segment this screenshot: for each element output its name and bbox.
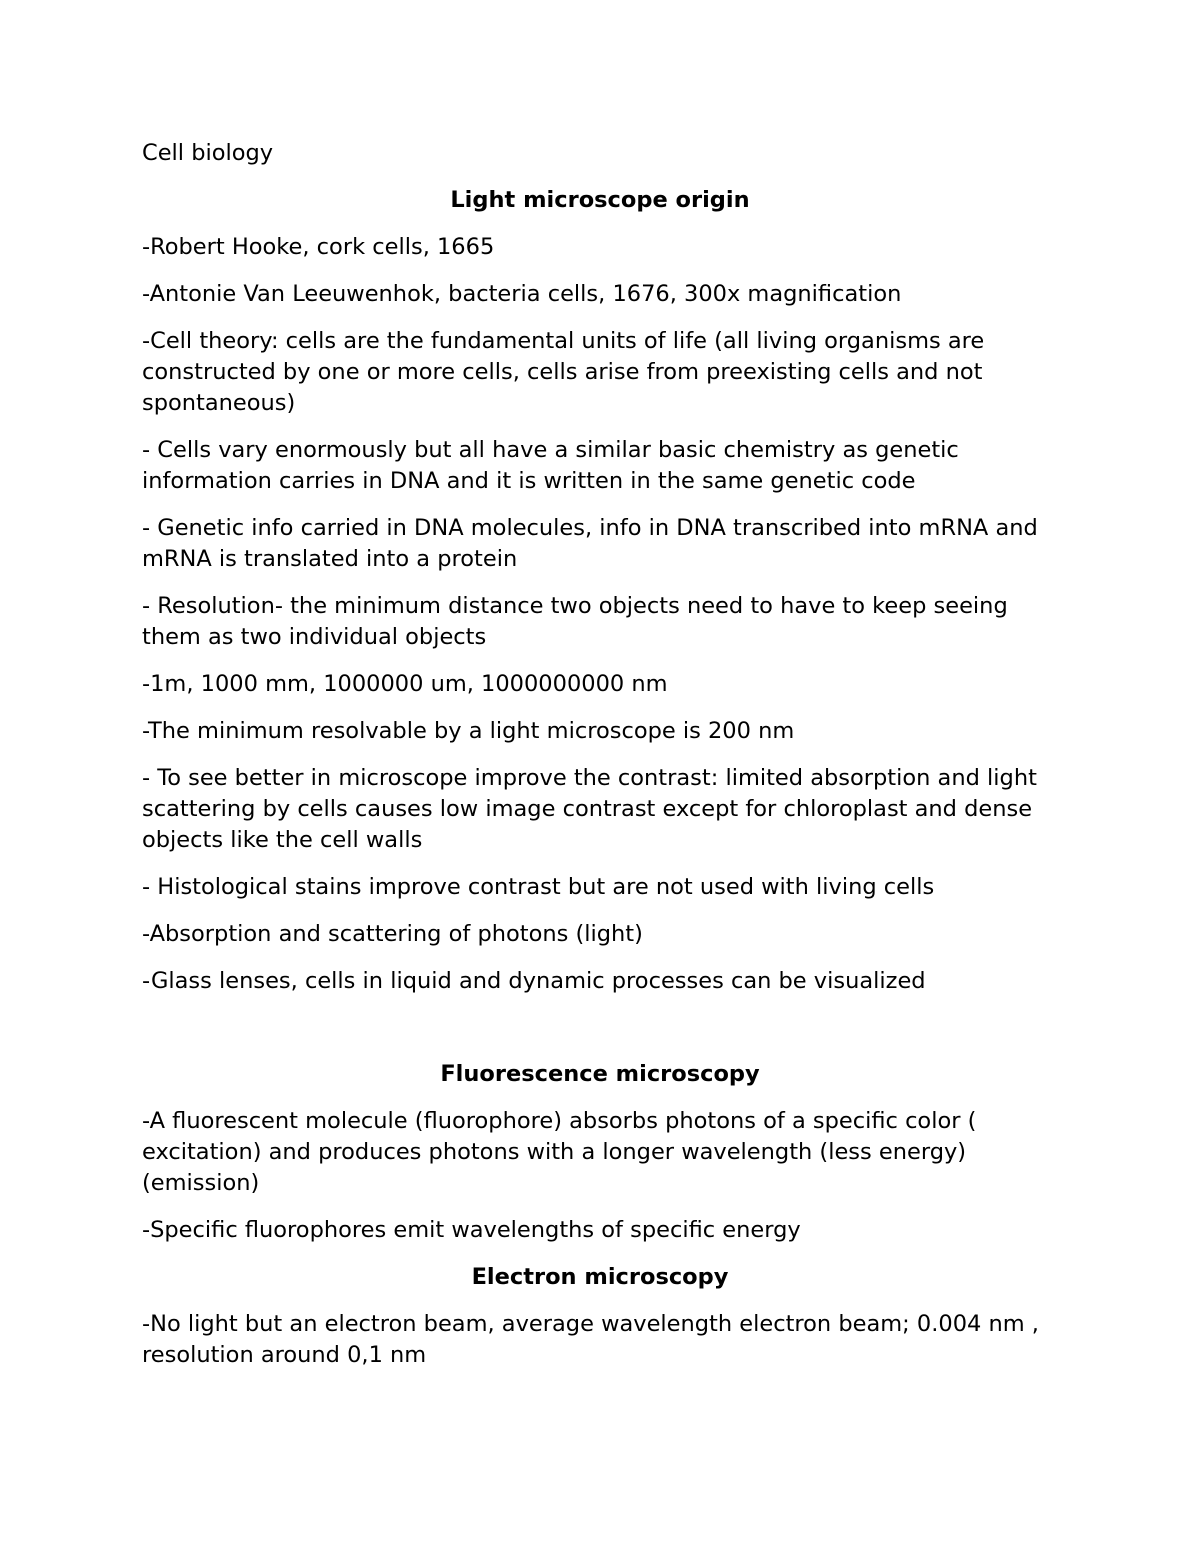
paragraph: -No light but an electron beam, average wavelength electron beam; 0.004 nm , resolution around 0,1 nm [142, 1311, 1039, 1368]
document-title: Cell biology [142, 140, 274, 166]
section-spacer [142, 1013, 1058, 1059]
paragraph: - Genetic info carried in DNA molecules, info in DNA transcribed into mRNA and mRNA is translated into a protein [142, 515, 1038, 572]
section-heading-fluorescence: Fluorescence microscopy [440, 1061, 760, 1087]
paragraph: -Glass lenses, cells in liquid and dynamic processes can be visualized [142, 968, 926, 994]
document-page [142, 138, 1058, 1387]
section-heading-light-microscope: Light microscope origin [450, 187, 750, 213]
section-heading-electron: Electron microscopy [471, 1264, 729, 1290]
paragraph: -A fluorescent molecule (fluorophore) absorbs photons of a specific color ( excitation) and produces photons with a longer wavelength (less energy) (emission) [142, 1108, 977, 1196]
paragraph: -Robert Hooke, cork cells, 1665 [142, 234, 495, 260]
paragraph: -Antonie Van Leeuwenhok, bacteria cells, 1676, 300x magnification [142, 281, 902, 307]
paragraph: - Cells vary enormously but all have a similar basic chemistry as genetic information carries in DNA and it is written in the same genetic code [142, 437, 959, 494]
paragraph: -Cell theory: cells are the fundamental units of life (all living organisms are constructed by one or more cells, cells arise from preexisting cells and not spontaneous) [142, 328, 985, 416]
paragraph: - To see better in microscope improve the contrast: limited absorption and light scattering by cells causes low image contrast except for chloroplast and dense objects like the cell walls [142, 765, 1037, 853]
paragraph: -Absorption and scattering of photons (light) [142, 921, 643, 947]
paragraph: -The minimum resolvable by a light microscope is 200 nm [142, 718, 795, 744]
paragraph: - Histological stains improve contrast but are not used with living cells [142, 874, 935, 900]
paragraph: - Resolution- the minimum distance two objects need to have to keep seeing them as two individual objects [142, 593, 1008, 650]
paragraph: -Specific fluorophores emit wavelengths of specific energy [142, 1217, 801, 1243]
paragraph: -1m, 1000 mm, 1000000 um, 1000000000 nm [142, 671, 668, 697]
